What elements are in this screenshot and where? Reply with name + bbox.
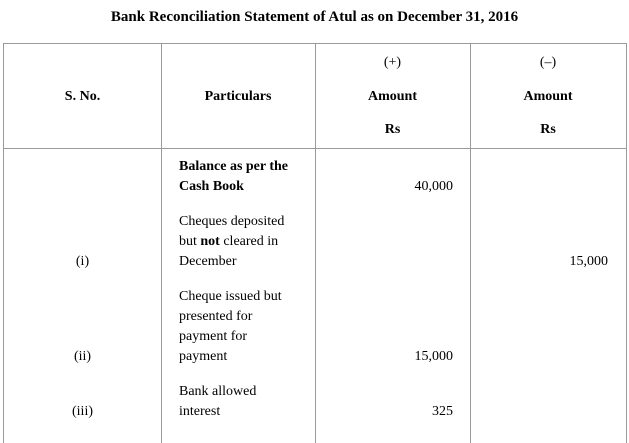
row-1-particulars-line-2 [179, 232, 278, 252]
row-1-sno: (i) [75, 254, 90, 269]
row-3-amount-plus: 325 [432, 404, 453, 419]
row-2-sno: (ii) [73, 349, 92, 364]
reconciliation-table [3, 43, 627, 443]
row-1-particulars-text: Cheques deposited [179, 214, 285, 229]
header-particulars: Particulars [204, 89, 272, 104]
row-3-sno: (iii) [72, 404, 93, 419]
header-rs-plus: Rs [384, 122, 401, 137]
row-1-particulars-line-1 [179, 212, 284, 232]
row-1-particulars-text: but [179, 234, 201, 249]
row-0-amount-plus: 40,000 [414, 179, 453, 194]
row-3-particulars-line-2: interest [179, 404, 221, 419]
header-amount-minus: Amount [523, 89, 573, 104]
row-1-particulars-text: December [179, 254, 237, 269]
statement-title: Bank Reconciliation Statement of Atul as on December 31, 2016 [110, 9, 519, 25]
row-2-amount-plus: 15,000 [414, 349, 453, 364]
row-2-particulars-line-2: presented for [179, 309, 253, 324]
row-0-particulars-line-1: Balance as per the [179, 159, 289, 174]
row-1-particulars-line-3 [179, 252, 237, 272]
header-plus-sign: (+) [383, 55, 402, 70]
row-1-particulars-emphasis: not [200, 234, 220, 249]
header-rs-minus: Rs [540, 122, 556, 137]
header-amount-plus: Amount [367, 89, 417, 104]
row-2-particulars-line-4: payment [179, 349, 228, 364]
row-0-particulars-line-2: Cash Book [179, 179, 244, 194]
header-minus-sign: (–) [539, 55, 557, 70]
row-1-amount-minus: 15,000 [569, 254, 608, 269]
row-1-particulars-text: cleared in [219, 234, 279, 249]
row-3-particulars-line-1: Bank allowed [179, 384, 257, 399]
header-sno: S. No. [64, 89, 101, 104]
row-2-particulars-line-1: Cheque issued but [179, 289, 282, 304]
row-2-particulars-line-3: payment for [179, 329, 248, 344]
